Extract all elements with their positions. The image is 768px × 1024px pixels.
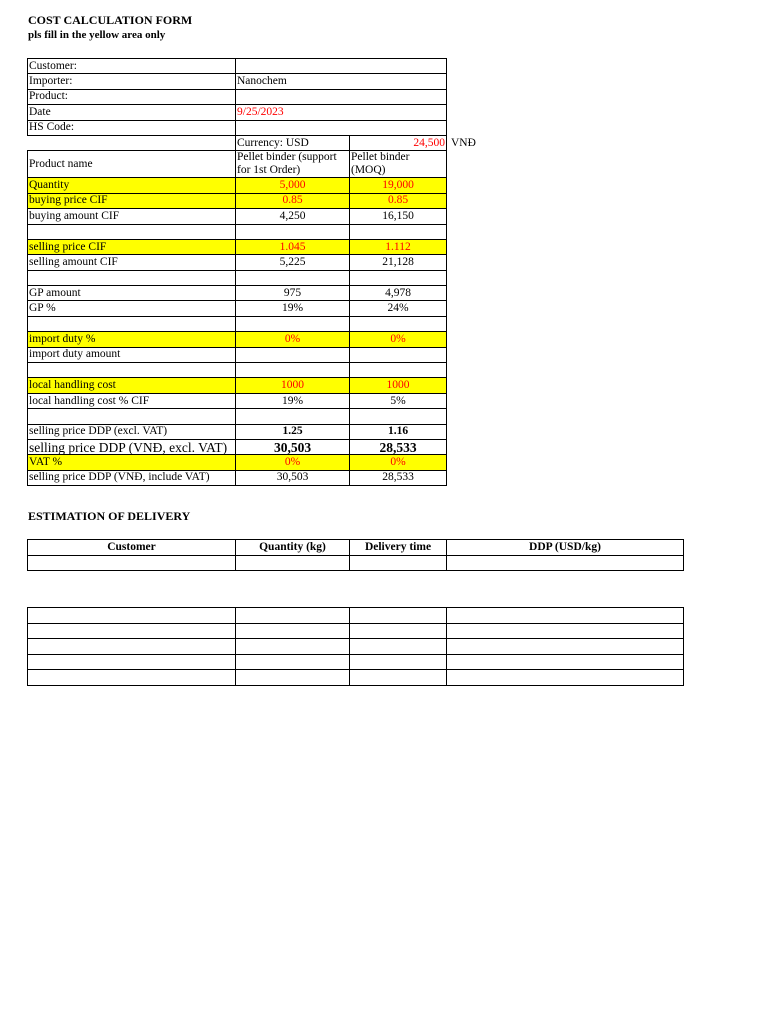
date-input[interactable]: 9/25/2023 bbox=[236, 105, 447, 120]
header-quantity: Quantity (kg) bbox=[236, 540, 350, 556]
delivery-table bbox=[27, 539, 684, 571]
buying-amount-row bbox=[28, 209, 507, 224]
hs-code-input[interactable] bbox=[236, 120, 447, 135]
buying-amount-label: buying amount CIF bbox=[28, 209, 236, 224]
selling-price-c2[interactable]: 1.112 bbox=[350, 239, 447, 254]
delivery-cell[interactable] bbox=[28, 555, 236, 571]
vat-pct-label: VAT % bbox=[28, 455, 236, 470]
delivery-cell[interactable] bbox=[447, 639, 684, 655]
delivery-cell[interactable] bbox=[28, 608, 236, 624]
selling-amount-row bbox=[28, 255, 507, 270]
import-duty-pct-label: import duty % bbox=[28, 332, 236, 347]
delivery-cell[interactable] bbox=[350, 639, 447, 655]
vat-pct-row bbox=[28, 455, 507, 470]
delivery-cell[interactable] bbox=[447, 555, 684, 571]
header-delivery-time: Delivery time bbox=[350, 540, 447, 556]
customer-label: Customer: bbox=[28, 59, 236, 74]
product-input[interactable] bbox=[236, 89, 447, 104]
gp-pct-c2: 24% bbox=[350, 301, 447, 316]
buying-price-label: buying price CIF bbox=[28, 193, 236, 208]
selling-price-row bbox=[28, 239, 507, 254]
quantity-row bbox=[28, 178, 507, 193]
selling-amount-label: selling amount CIF bbox=[28, 255, 236, 270]
spacer-row bbox=[28, 270, 507, 285]
delivery-cell[interactable] bbox=[447, 670, 684, 686]
gp-amount-row bbox=[28, 286, 507, 301]
selling-amount-c1: 5,225 bbox=[236, 255, 350, 270]
delivery-cell[interactable] bbox=[236, 639, 350, 655]
delivery-cell[interactable] bbox=[350, 623, 447, 639]
product-name-label: Product name bbox=[28, 151, 236, 178]
gp-pct-label: GP % bbox=[28, 301, 236, 316]
table-row bbox=[28, 670, 684, 686]
currency-unit: VNĐ bbox=[451, 136, 476, 149]
buying-price-c1[interactable]: 0.85 bbox=[236, 193, 350, 208]
delivery-extra-table bbox=[27, 607, 684, 686]
import-duty-amount-label: import duty amount bbox=[28, 347, 236, 362]
spacer-row bbox=[28, 316, 507, 331]
exchange-rate[interactable]: 24,500 bbox=[350, 135, 447, 150]
ddp-usd-row bbox=[28, 424, 507, 439]
gp-amount-label: GP amount bbox=[28, 286, 236, 301]
ddp-vnd-c2: 28,533 bbox=[350, 439, 447, 454]
buying-price-c2[interactable]: 0.85 bbox=[350, 193, 447, 208]
date-label: Date bbox=[28, 105, 236, 120]
delivery-cell[interactable] bbox=[447, 623, 684, 639]
hs-code-row bbox=[28, 120, 507, 135]
currency-row bbox=[28, 135, 507, 150]
delivery-cell[interactable] bbox=[28, 654, 236, 670]
date-row bbox=[28, 105, 507, 120]
delivery-cell[interactable] bbox=[350, 608, 447, 624]
vat-pct-c1[interactable]: 0% bbox=[236, 455, 350, 470]
ddp-vnd-vat-c2: 28,533 bbox=[350, 470, 447, 485]
delivery-cell[interactable] bbox=[28, 639, 236, 655]
gp-amount-c1: 975 bbox=[236, 286, 350, 301]
local-handling-row bbox=[28, 378, 507, 393]
form-subtitle: pls fill in the yellow area only bbox=[28, 29, 166, 41]
import-duty-amount-row bbox=[28, 347, 507, 362]
hs-code-label: HS Code: bbox=[28, 120, 236, 135]
product-row bbox=[28, 89, 507, 104]
import-duty-amount-c1 bbox=[236, 347, 350, 362]
delivery-cell[interactable] bbox=[236, 623, 350, 639]
currency-label: Currency: USD bbox=[236, 135, 350, 150]
quantity-label: Quantity bbox=[28, 178, 236, 193]
importer-label: Importer: bbox=[28, 74, 236, 89]
importer-row bbox=[28, 74, 507, 89]
product-label: Product: bbox=[28, 89, 236, 104]
ddp-usd-c1: 1.25 bbox=[236, 424, 350, 439]
header-ddp: DDP (USD/kg) bbox=[447, 540, 684, 556]
table-row bbox=[28, 608, 684, 624]
selling-price-c1[interactable]: 1.045 bbox=[236, 239, 350, 254]
customer-input[interactable] bbox=[236, 59, 447, 74]
ddp-vnd-row bbox=[28, 439, 507, 454]
buying-amount-c1: 4,250 bbox=[236, 209, 350, 224]
importer-input[interactable]: Nanochem bbox=[236, 74, 447, 89]
delivery-cell[interactable] bbox=[236, 670, 350, 686]
local-handling-c2[interactable]: 1000 bbox=[350, 378, 447, 393]
product-name-row bbox=[28, 151, 507, 178]
quantity-c1[interactable]: 5,000 bbox=[236, 178, 350, 193]
spacer-row bbox=[28, 409, 507, 424]
import-duty-pct-c2[interactable]: 0% bbox=[350, 332, 447, 347]
delivery-cell[interactable] bbox=[236, 608, 350, 624]
delivery-section-title: ESTIMATION OF DELIVERY bbox=[28, 509, 191, 523]
delivery-cell[interactable] bbox=[28, 670, 236, 686]
delivery-cell[interactable] bbox=[28, 623, 236, 639]
table-row bbox=[28, 623, 684, 639]
ddp-vnd-vat-row bbox=[28, 470, 507, 485]
delivery-cell[interactable] bbox=[350, 555, 447, 571]
delivery-cell[interactable] bbox=[350, 654, 447, 670]
table-row bbox=[28, 654, 684, 670]
spacer-row bbox=[28, 224, 507, 239]
gp-amount-c2: 4,978 bbox=[350, 286, 447, 301]
delivery-cell[interactable] bbox=[447, 608, 684, 624]
gp-pct-row bbox=[28, 301, 507, 316]
local-handling-pct-label: local handling cost % CIF bbox=[28, 393, 236, 408]
delivery-cell[interactable] bbox=[236, 654, 350, 670]
ddp-vnd-c1: 30,503 bbox=[236, 439, 350, 454]
product-col-1: Pellet binder (support for 1st Order) bbox=[236, 151, 350, 178]
ddp-usd-c2: 1.16 bbox=[350, 424, 447, 439]
delivery-cell[interactable] bbox=[236, 555, 350, 571]
ddp-vnd-vat-c1: 30,503 bbox=[236, 470, 350, 485]
customer-row bbox=[28, 59, 507, 74]
cost-calculation-table bbox=[27, 58, 507, 486]
import-duty-pct-row bbox=[28, 332, 507, 347]
gp-pct-c1: 19% bbox=[236, 301, 350, 316]
local-handling-c1[interactable]: 1000 bbox=[236, 378, 350, 393]
delivery-cell[interactable] bbox=[350, 670, 447, 686]
local-handling-pct-c1: 19% bbox=[236, 393, 350, 408]
quantity-c2[interactable]: 19,000 bbox=[350, 178, 447, 193]
local-handling-pct-c2: 5% bbox=[350, 393, 447, 408]
ddp-vnd-label: selling price DDP (VNĐ, excl. VAT) bbox=[28, 439, 236, 454]
delivery-cell[interactable] bbox=[447, 654, 684, 670]
spacer-row bbox=[28, 363, 507, 378]
ddp-vnd-vat-label: selling price DDP (VNĐ, include VAT) bbox=[28, 470, 236, 485]
vat-pct-c2[interactable]: 0% bbox=[350, 455, 447, 470]
form-title: COST CALCULATION FORM bbox=[28, 13, 193, 27]
table-row bbox=[28, 639, 684, 655]
ddp-usd-label: selling price DDP (excl. VAT) bbox=[28, 424, 236, 439]
buying-price-row bbox=[28, 193, 507, 208]
delivery-header-row bbox=[28, 540, 684, 556]
buying-amount-c2: 16,150 bbox=[350, 209, 447, 224]
header-customer: Customer bbox=[28, 540, 236, 556]
selling-amount-c2: 21,128 bbox=[350, 255, 447, 270]
import-duty-pct-c1[interactable]: 0% bbox=[236, 332, 350, 347]
table-row bbox=[28, 555, 684, 571]
selling-price-label: selling price CIF bbox=[28, 239, 236, 254]
product-col-2: Pellet binder (MOQ) bbox=[350, 151, 447, 178]
local-handling-label: local handling cost bbox=[28, 378, 236, 393]
import-duty-amount-c2 bbox=[350, 347, 447, 362]
local-handling-pct-row bbox=[28, 393, 507, 408]
